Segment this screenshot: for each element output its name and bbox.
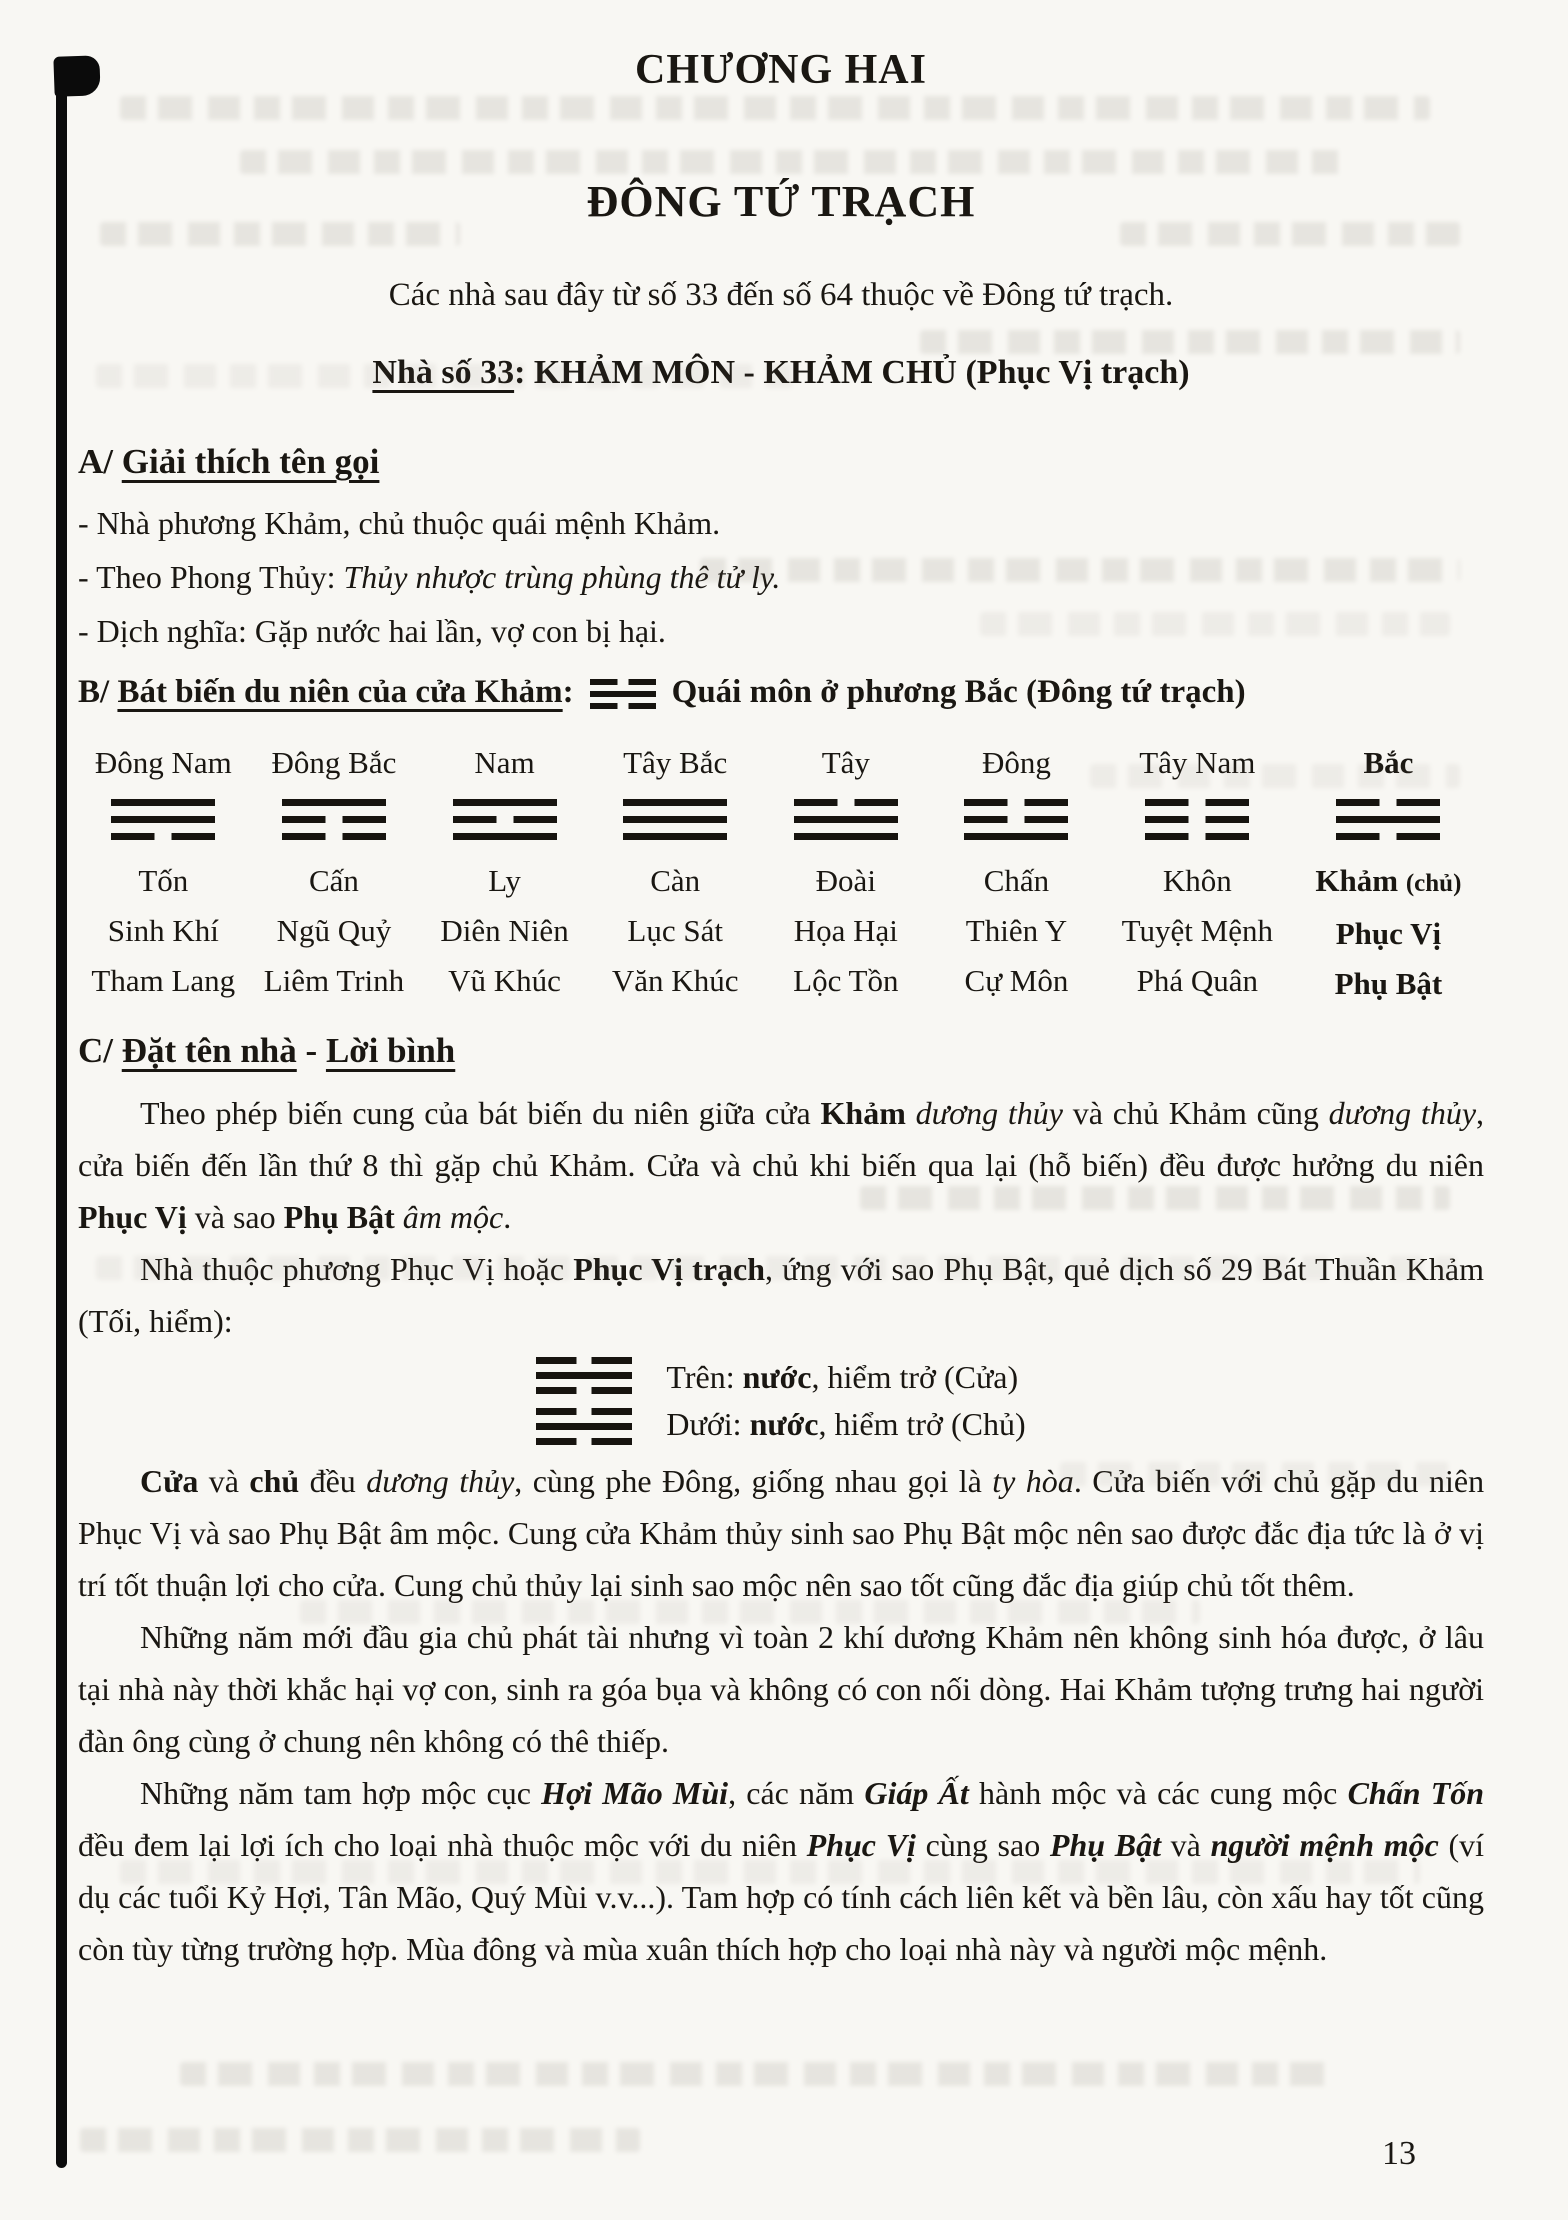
bat-thuan-kham-hexagram-icon bbox=[536, 1357, 632, 1445]
intro-paragraph: Các nhà sau đây từ số 33 đến số 64 thuộc về Đông tứ trạch. bbox=[388, 277, 1174, 313]
khon-trigram-icon bbox=[1145, 799, 1249, 840]
section-b-heading bbox=[78, 674, 1484, 711]
can-qian-trigram-icon bbox=[623, 799, 727, 840]
bleed-through-artifact bbox=[1060, 1462, 1460, 1486]
sao-label: Liêm Trinh bbox=[263, 963, 405, 998]
bleed-through-artifact bbox=[120, 1860, 1420, 1884]
bagua-column-dong-bac bbox=[249, 741, 420, 1009]
paragraph-3: Cửa và chủ đều dương thủy, cùng phe Đông, giống nhau gọi là ty hòa. Cửa biến với chủ gặp du niên Phục Vị và sao Phụ Bật âm mộc. Cung cửa Khảm thủy sinh sao Phụ Bật mộc nên sao được đắc địa tức là ở vị trí tốt thuận lợi cho cửa. Cung chủ thủy lại sinh sao mộc nên sao tốt cũng đắc địa giúp chủ tốt thêm. bbox=[78, 1463, 1485, 1603]
ton-trigram-icon bbox=[111, 799, 215, 840]
du-nien-label: Họa Hại bbox=[793, 913, 898, 948]
kham-trigram-icon bbox=[590, 679, 656, 709]
chan-trigram-icon bbox=[964, 799, 1068, 840]
direction-label: Tây Nam bbox=[1139, 745, 1256, 780]
bagua-column-dong-nam bbox=[78, 741, 249, 1009]
bleed-through-artifact bbox=[120, 96, 1430, 120]
du-nien-label: Ngũ Quỷ bbox=[276, 913, 392, 948]
bleed-through-artifact bbox=[700, 558, 1460, 582]
du-nien-label: Phục Vị bbox=[1335, 916, 1442, 951]
bleed-through-artifact bbox=[96, 364, 796, 388]
doai-trigram-icon bbox=[794, 799, 898, 840]
direction-label: Nam bbox=[474, 745, 535, 780]
can-trigram-icon bbox=[282, 799, 386, 840]
sao-label: Vũ Khúc bbox=[448, 963, 561, 998]
sao-label: Lộc Tồn bbox=[793, 963, 899, 998]
section-b-heading-tail: Quái môn ở phương Bắc (Đông tứ trạch) bbox=[671, 674, 1246, 710]
bagua-column-nam bbox=[419, 741, 590, 1009]
bagua-column-tay-bac bbox=[590, 741, 761, 1009]
scan-artifact-left-bar bbox=[56, 90, 67, 2168]
kham-trigram-icon bbox=[1336, 799, 1440, 840]
bagua-column-dong bbox=[931, 741, 1102, 1009]
cung-label: Càn bbox=[650, 863, 701, 898]
section-c-heading: C/ Đặt tên nhà - Lời bình bbox=[78, 1031, 456, 1070]
bleed-through-artifact bbox=[96, 1256, 1456, 1280]
direction-label: Tây bbox=[821, 745, 870, 780]
hexagram-top-caption: Trên: nước, hiểm trở (Cửa) bbox=[666, 1359, 1019, 1395]
bullet-item: - Dịch nghĩa: Gặp nước hai lần, vợ con bị hại. bbox=[78, 613, 666, 649]
cung-label: Cấn bbox=[308, 863, 359, 898]
du-nien-label: Thiên Y bbox=[965, 913, 1068, 948]
chapter-label: CHƯƠNG HAI bbox=[635, 47, 927, 93]
cung-label: Tốn bbox=[138, 863, 189, 898]
sao-label: Tham Lang bbox=[91, 963, 236, 998]
cung-label: Ly bbox=[488, 863, 521, 898]
direction-label: Đông Bắc bbox=[271, 745, 397, 780]
paragraph-2: Nhà thuộc phương Phục Vị hoặc Phục Vị trạch, ứng với sao Phụ Bật, quẻ dịch số 29 Bát Thuần Khảm (Tối, hiểm): bbox=[78, 1251, 1485, 1339]
bleed-through-artifact bbox=[860, 1186, 1450, 1210]
du-nien-label: Diên Niên bbox=[440, 913, 569, 948]
cung-text: Khảm bbox=[1315, 863, 1399, 898]
paragraph-1: Theo phép biến cung của bát biến du niên giữa cửa Khảm dương thủy và chủ Khảm cũng dương thủy, cửa biến đến lần thứ 8 thì gặp chủ Khảm. Cửa và chủ khi biến qua lại (hỗ biến) đều được hưởng du niên Phục Vị và sao Phụ Bật âm mộc. bbox=[78, 1095, 1485, 1235]
du-nien-label: Lục Sát bbox=[627, 913, 723, 948]
cung-label bbox=[1315, 856, 1461, 909]
direction-label: Tây Bắc bbox=[623, 745, 728, 780]
bullet-item: - Theo Phong Thủy: Thủy nhược trùng phùng thê tử ly. bbox=[78, 559, 781, 595]
chapter-title: ĐÔNG TỨ TRẠCH bbox=[586, 177, 976, 226]
du-nien-label: Sinh Khí bbox=[107, 913, 219, 948]
sao-label: Phụ Bật bbox=[1334, 966, 1443, 1001]
bagua-column-tay bbox=[761, 741, 932, 1009]
cung-label: Đoài bbox=[815, 863, 876, 898]
bleed-through-artifact bbox=[1090, 764, 1460, 788]
sao-label: Cự Môn bbox=[964, 963, 1069, 998]
section-a-heading: A/ Giải thích tên gọi bbox=[78, 442, 380, 481]
page-number: 13 bbox=[1382, 2135, 1416, 2172]
bleed-through-artifact bbox=[180, 2062, 1330, 2086]
sao-label: Phá Quân bbox=[1136, 963, 1258, 998]
paragraph-5: Những năm tam hợp mộc cục Hợi Mão Mùi, các năm Giáp Ất hành mộc và các cung mộc Chấn Tốn đều đem lại lợi ích cho loại nhà thuộc mộc với du niên Phục Vị cùng sao Phụ Bật và người mệnh mộc (ví dụ các tuổi Kỷ Hợi, Tân Mão, Quý Mùi v.v...). Tam hợp có tính cách liên kết và bền lâu, còn xấu hay tốt cũng còn tùy từng trường hợp. Mùa đông và mùa xuân thích hợp cho loại nhà này và người mộc mệnh. bbox=[78, 1775, 1485, 1967]
cung-label: Chấn bbox=[983, 863, 1050, 898]
du-nien-label: Tuyệt Mệnh bbox=[1121, 913, 1273, 948]
cung-note: (chủ) bbox=[1405, 870, 1462, 897]
bleed-through-artifact bbox=[100, 222, 460, 246]
section-b-heading-lead: B/ Bát biến du niên của cửa Khảm: bbox=[78, 674, 574, 710]
hexagram-bottom-caption: Dưới: nước, hiểm trở (Chủ) bbox=[666, 1406, 1026, 1442]
sao-label: Văn Khúc bbox=[611, 963, 739, 998]
hexagram-captions bbox=[666, 1359, 1025, 1443]
ly-trigram-icon bbox=[453, 799, 557, 840]
hexagram-block bbox=[78, 1357, 1484, 1445]
direction-label: Bắc bbox=[1363, 745, 1414, 780]
cung-label: Khôn bbox=[1162, 863, 1232, 898]
direction-label: Đông bbox=[981, 745, 1051, 780]
bleed-through-artifact bbox=[240, 150, 1340, 174]
bleed-through-artifact bbox=[1120, 222, 1460, 246]
paragraph-4: Những năm mới đầu gia chủ phát tài nhưng vì toàn 2 khí dương Khảm nên không sinh hóa được, ở lâu tại nhà này thời khắc hại vợ con, sinh ra góa bụa và không có con nối dòng. Hai Khảm tượng trưng hai người đàn ông cùng ở chung nên không có thê thiếp. bbox=[78, 1619, 1484, 1759]
bullet-item: - Nhà phương Khảm, chủ thuộc quái mệnh Khảm. bbox=[78, 505, 721, 541]
bleed-through-artifact bbox=[300, 1600, 1200, 1624]
bleed-through-artifact bbox=[920, 330, 1460, 354]
house-heading: Nhà số 33: KHẢM MÔN - KHẢM CHỦ (Phục Vị trạch) bbox=[372, 354, 1190, 391]
bleed-through-artifact bbox=[80, 2128, 640, 2152]
direction-label: Đông Nam bbox=[94, 745, 232, 780]
bleed-through-artifact bbox=[980, 612, 1450, 636]
